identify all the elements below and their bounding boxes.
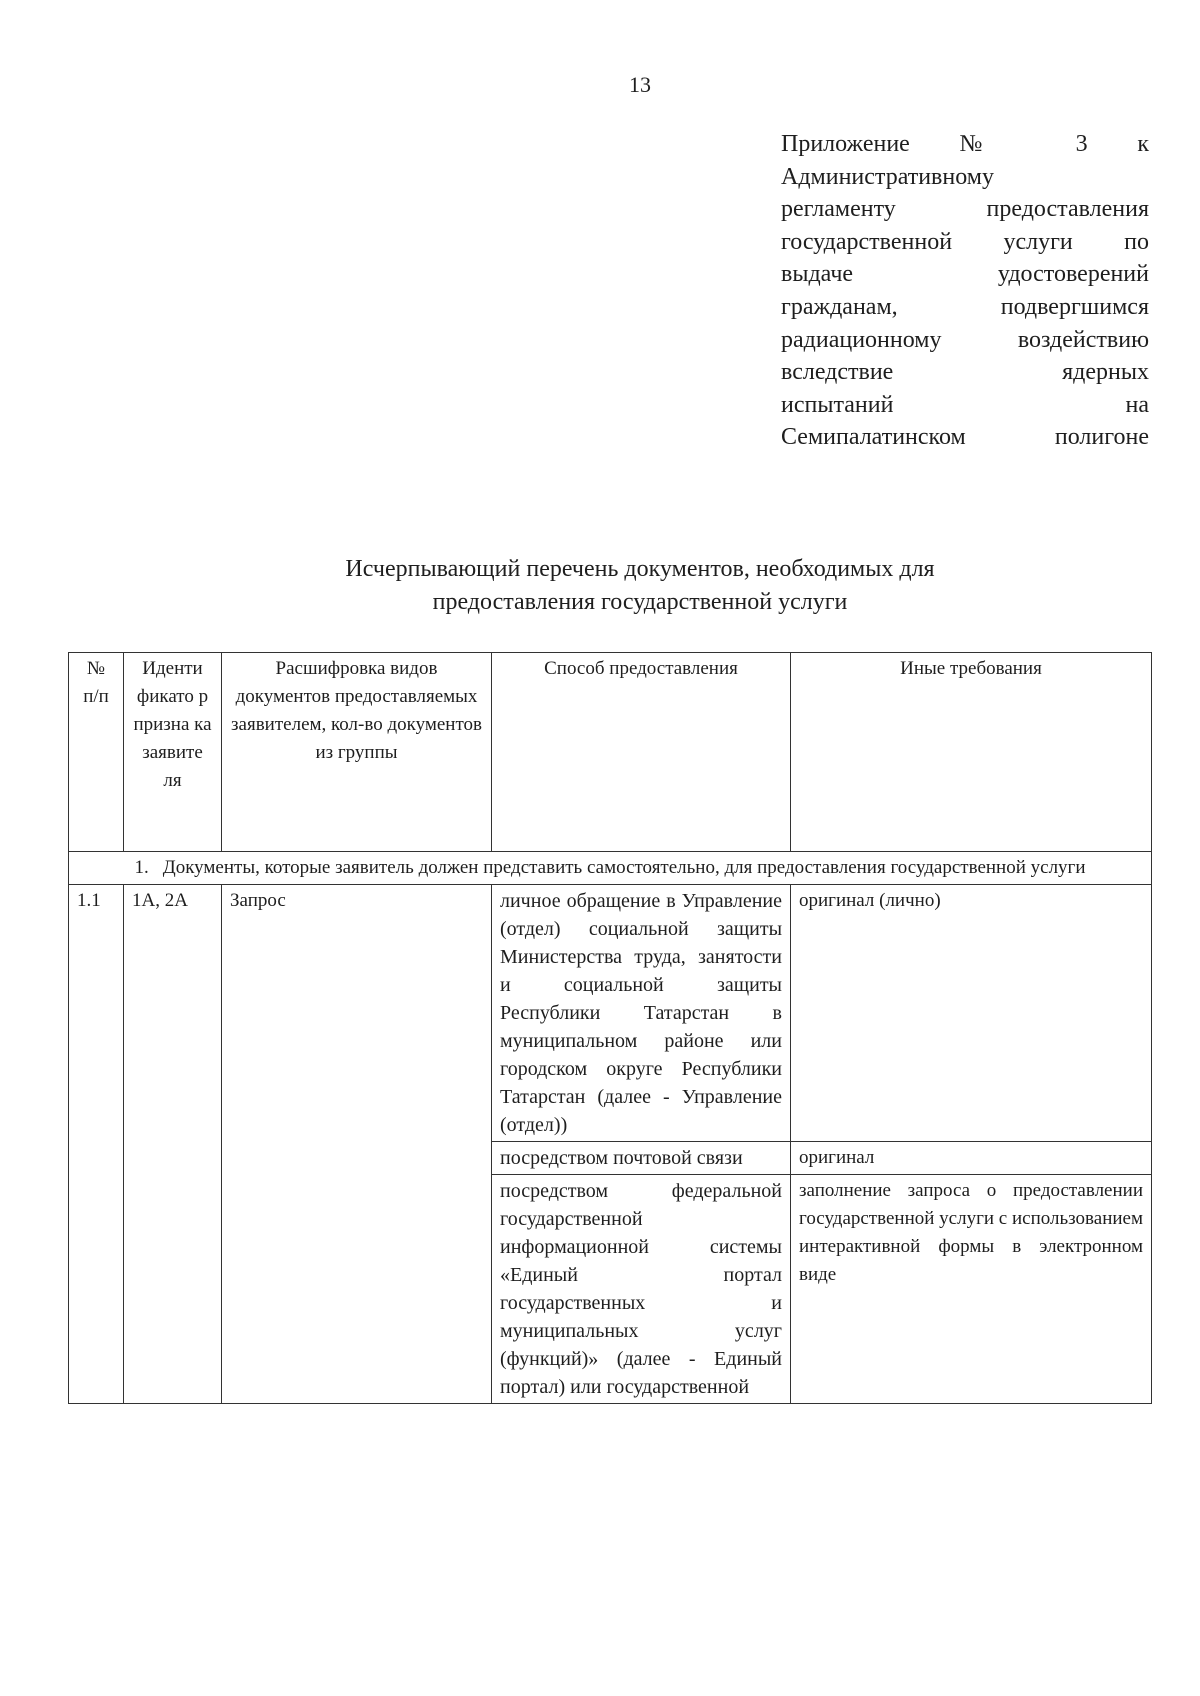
appendix-line: выдаче удостоверений	[781, 261, 1149, 288]
requirement-cell: оригинал	[791, 1142, 1152, 1175]
appendix-line: радиационному воздействию	[781, 326, 1149, 353]
page-number: 13	[629, 72, 651, 97]
document-title	[200, 553, 1080, 619]
method-cell: посредством федеральной государственной информационной системы «Единый портал государственных и муниципальных услуг (функций)» (далее - Единый портал) или государственной	[492, 1175, 791, 1404]
section-row	[69, 852, 1152, 885]
header-identifier: Иденти фикато р призна ка заявите ля	[124, 653, 222, 852]
header-num: № п/п	[69, 653, 124, 852]
appendix-line: Семипалатинском полигоне	[781, 424, 1149, 451]
requirement-cell: заполнение запроса о предоставлении государственной услуги с использованием интерактивной формы в электронном виде	[791, 1175, 1152, 1404]
document-title-line: предоставления государственной услуги	[432, 589, 848, 615]
appendix-line: регламенту предоставления	[781, 196, 1149, 223]
appendix-line: Приложение № 3 к	[781, 131, 1149, 157]
appendix-line: испытаний на	[781, 391, 1149, 418]
section-heading	[69, 852, 1152, 885]
method-cell: личное обращение в Управление (отдел) социальной защиты Министерства труда, занятости и социальной защиты Республики Татарстан в муниципальном районе или городском округе Республики Татарстан (далее - Управление (отдел))	[492, 885, 791, 1142]
header-description: Расшифровка видов документов предоставляемых заявителем, кол-во документов из группы	[222, 653, 492, 852]
header-requirements: Иные требования	[791, 653, 1152, 852]
section-number: 1.	[134, 857, 149, 878]
appendix-note	[781, 128, 1149, 454]
appendix-line: гражданам, подвергшимся	[781, 293, 1149, 320]
row-identifier: 1А, 2А	[124, 885, 222, 1404]
documents-table	[68, 652, 1152, 1404]
method-cell: посредством почтовой связи	[492, 1142, 791, 1175]
requirement-cell: оригинал (лично)	[791, 885, 1152, 1142]
table-row	[69, 885, 1152, 1142]
row-document: Запрос	[222, 885, 492, 1404]
appendix-line: государственной услуги по	[781, 228, 1149, 255]
row-number: 1.1	[69, 885, 124, 1404]
appendix-line: вследствие ядерных	[781, 359, 1149, 386]
header-method: Способ предоставления	[492, 653, 791, 852]
section-text: Документы, которые заявитель должен представить самостоятельно, для предоставления государственной услуги	[162, 857, 1086, 878]
appendix-line: Административному	[781, 163, 994, 190]
document-title-line: Исчерпывающий перечень документов, необходимых для	[345, 556, 935, 582]
table-header-row	[69, 653, 1152, 852]
